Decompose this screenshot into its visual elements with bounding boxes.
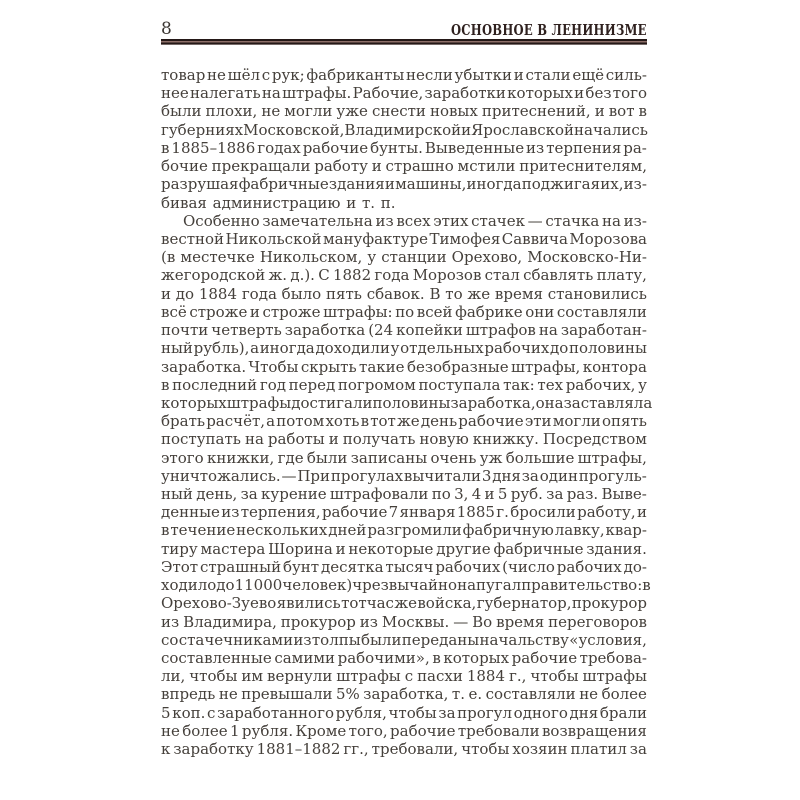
body-text [161,66,653,759]
text-line: заработка. Чтобы скрыть такие безобразные штрафы, контора [161,357,647,376]
text-line: ный день, за курение штрафовали по 3, 4 и 5 руб. за раз. Выве- [161,485,647,504]
text-line: почти четверть заработка (24 копейки штрафов на заработан- [161,321,647,340]
text-line: денные из терпения, рабочие 7 января 1885 г. бросили работу, и [161,503,647,522]
text-line: поступать на работы и получать новую книжку. Посредством [161,430,647,449]
text-line: нее налегать на штрафы. Рабочие, заработки которых и без того [161,84,647,103]
text-line: Орехово-Зуево явились тотчас же войска, губернатор, прокурор [161,594,647,613]
text-line: товар не шёл с рук; фабриканты несли убытки и стали ещё силь- [161,66,647,84]
running-title: ОСНОВНОЕ В ЛЕНИНИЗМЕ [451,21,647,39]
text-line: в последний год перед погромом поступала так: тех рабочих, у [161,375,647,394]
text-line: губерниях Московской, Владимирской и Ярославской начались [161,120,648,139]
text-line: со стачечниками из толпы были переданы начальству «условия, [161,630,647,649]
text-line: Этот страшный бунт десятка тысяч рабочих (число рабочих до- [161,557,647,576]
text-line: тиру мастера Шорина и некоторые другие фабричные здания. [161,539,647,558]
header-double-rule [161,39,647,45]
text-line: ный рубль), а иногда доходили у отдельных рабочих до половины [161,339,647,358]
text-line: и до 1884 года было пять сбавок. В то же время становились [161,284,647,303]
text-line: не более 1 рубля. Кроме того, рабочие требовали возвращения [161,721,647,740]
text-line: были плохи, не могли уже снести новых притеснений, и вот в [161,102,647,121]
text-line: вестной Никольской мануфактуре Тимофея Саввича Морозова [161,229,647,248]
text-line: к заработку 1881–1882 гг., требовали, чтобы хозяин платил за [161,740,647,759]
text-line: бивая администрацию и т. п. [161,193,396,212]
text-line: всё строже и строже штрафы: по всей фабрике они составляли [161,302,647,321]
paragraph [161,211,653,759]
text-line: Особенно замечательна из всех этих стачек — стачка на из- [183,211,647,230]
text-line: жегородской ж. д.). С 1882 года Морозов стал сбавлять плату, [161,266,647,285]
text-line: разрушая фабричные здания и машины, иногда поджигая их, из- [161,175,647,194]
text-line: в течение нескольких дней разгромили фабричную лавку, квар- [161,521,647,540]
text-line: которых штрафы достигали половины заработка, она заставляла [161,393,653,412]
text-line: ходило до 11 000 человек) чрезвычайно напугал правительство: в [161,576,651,595]
text-line: бочие прекращали работу и страшно мстили притеснителям, [161,157,647,176]
paragraph [161,66,647,212]
text-line: 5 коп. с заработанного рубля, чтобы за прогул одного дня брали [161,703,647,722]
page-number: 8 [161,19,172,39]
text-line: составленные самими рабочими», в которых рабочие требова- [161,649,647,667]
text-line: в 1885–1886 годах рабочие бунты. Выведенные из терпения ра- [161,138,647,157]
page-header [161,16,647,38]
text-line: ли, чтобы им вернули штрафы с пасхи 1884 г., чтобы штрафы [161,667,647,686]
text-line: уничтожались. — При прогулах вычитали 3 дня за один прогуль- [161,466,647,485]
text-line: брать расчёт, а потом хоть в тот же день рабочие эти могли опять [161,412,647,431]
text-line: этого книжки, где были записаны очень уж большие штрафы, [161,448,647,467]
text-line: из Владимира, прокурор из Москвы. — Во время переговоров [161,612,647,631]
text-line: (в местечке Никольском, у станции Орехово, Московско-Ни- [161,248,647,267]
text-line: впредь не превышали 5% заработка, т. е. составляли не более [161,685,647,704]
